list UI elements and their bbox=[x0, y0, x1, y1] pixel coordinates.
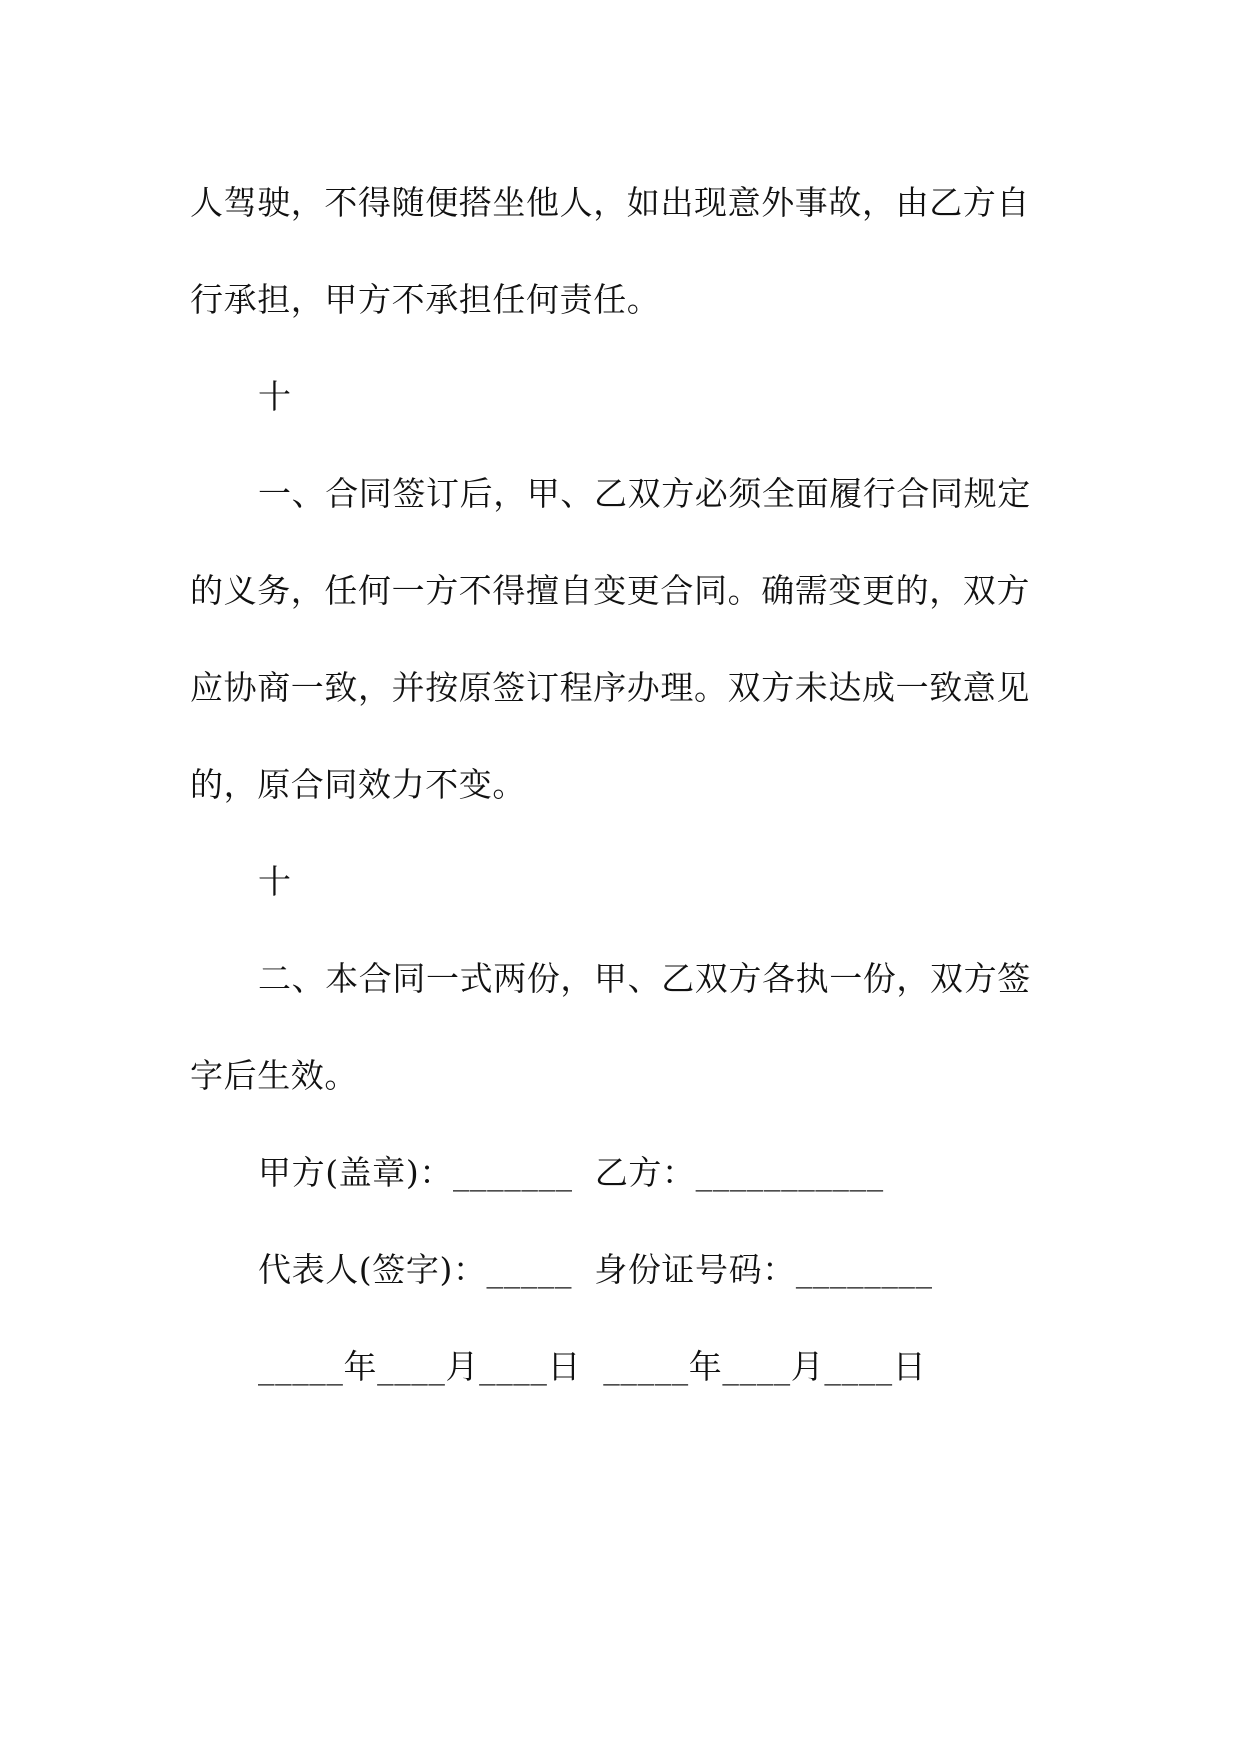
clause-11-text-line-1: 一、合同签订后，甲、乙双方必须全面履行合同规定 bbox=[258, 474, 1031, 513]
clause-9-text-line-1: 人驾驶，不得随便搭坐他人，如出现意外事故，由乙方自 bbox=[190, 183, 1030, 222]
clause-12-text-line-1: 二、本合同一式两份，甲、乙双方各执一份，双方签 bbox=[258, 959, 1031, 998]
signature-parties-line: 甲方(盖章)：_______ 乙方：___________ bbox=[258, 1153, 884, 1192]
clause-11-text-line-4: 的，原合同效力不变。 bbox=[190, 765, 526, 804]
clause-12-number-prefix: 十 bbox=[258, 862, 292, 901]
signature-date-line: _____年____月____日 _____年____月____日 bbox=[258, 1347, 927, 1386]
clause-11-text-line-2: 的义务，任何一方不得擅自变更合同。确需变更的，双方 bbox=[190, 571, 1030, 610]
clause-9-text-line-2: 行承担，甲方不承担任何责任。 bbox=[190, 280, 661, 319]
clause-12-text-line-2: 字后生效。 bbox=[190, 1056, 358, 1095]
clause-11-text-line-3: 应协商一致，并按原签订程序办理。双方未达成一致意见 bbox=[190, 668, 1030, 707]
signature-representative-line: 代表人(签字)：_____ 身份证号码：________ bbox=[258, 1250, 933, 1289]
clause-11-number-prefix: 十 bbox=[258, 377, 292, 416]
